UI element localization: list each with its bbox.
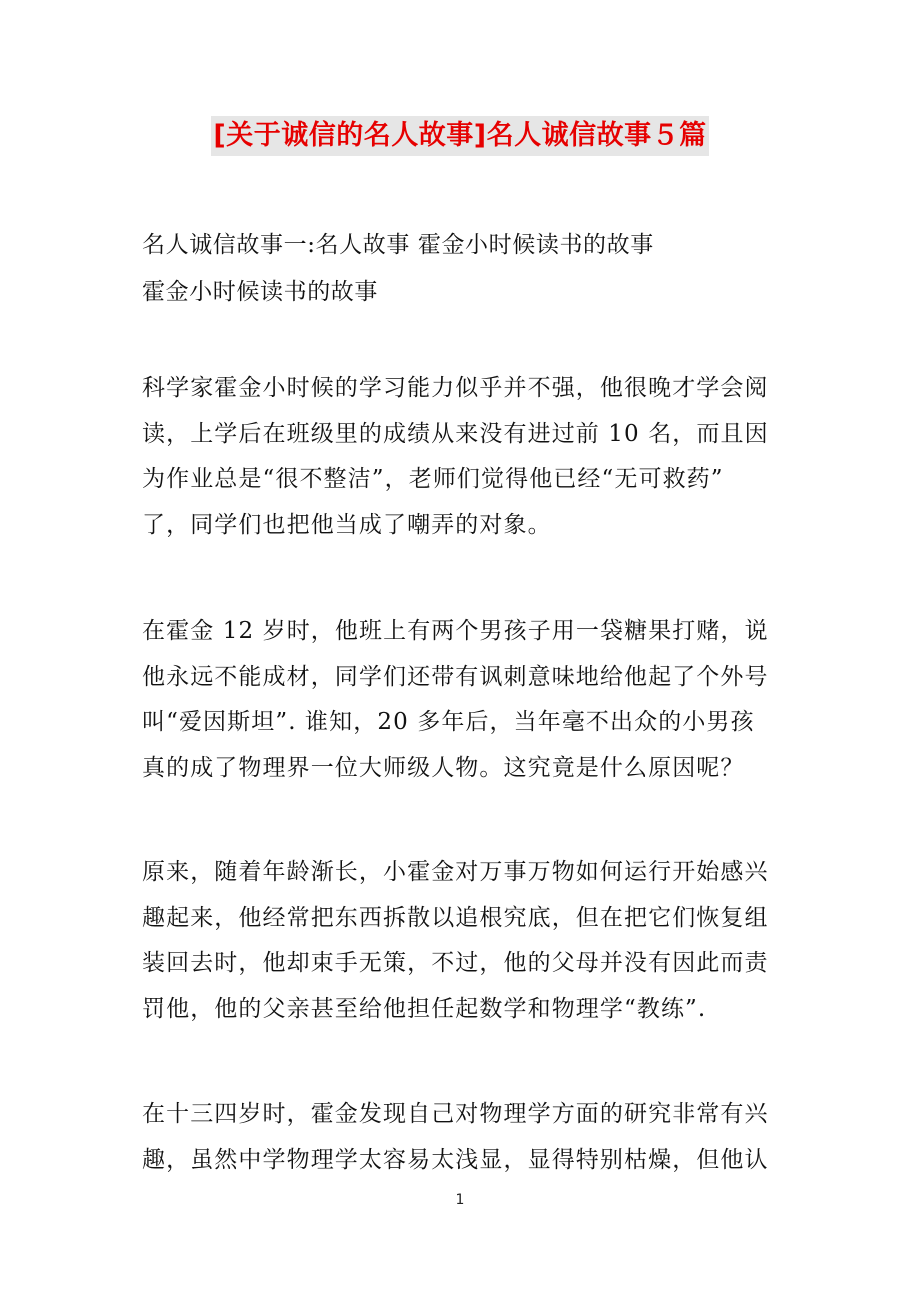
text-line: 科学家霍金小时候的学习能力似乎并不强，他很晚才学会阅 [142, 375, 769, 401]
story-subtitle: 霍金小时候读书的故事 [142, 279, 378, 305]
story-heading: 名人诚信故事一:名人故事 霍金小时候读书的故事 [142, 232, 654, 258]
paragraph-1 [142, 366, 782, 548]
text-line: 为作业总是“很不整洁”，老师们觉得他已经“无可救药” [142, 466, 724, 493]
text-line: 了，同学们也把他当成了嘲弄的对象。 [142, 511, 552, 538]
text-line: 在霍金 12 岁时，他班上有两个男孩子用一袋糖果打赌，说 [142, 618, 769, 644]
text-line: 真的成了物理界一位大师级人物。这究竟是什么原因呢？ [142, 754, 745, 781]
title-text: [关于诚信的名人故事]名人诚信故事５篇 [211, 116, 708, 156]
text-line: 读，上学后在班级里的成绩从来没有进过前 10 名，而且因 [142, 420, 769, 447]
text-line: 在十三四岁时，霍金发现自己对物理学方面的研究非常有兴 [142, 1101, 769, 1127]
text-line: 罚他，他的父亲甚至给他担任起数学和物理学“教练”. [142, 995, 707, 1022]
text-line: 他永远不能成材，同学们还带有讽刺意味地给他起了个外号 [142, 663, 769, 690]
paragraph-3 [142, 850, 782, 1032]
text-line: 趣，虽然中学物理学太容易太浅显，显得特别枯燥，但他认 [142, 1146, 769, 1173]
document-title [0, 116, 920, 156]
text-line: 趣起来，他经常把东西拆散以追根究底，但在把它们恢复组 [142, 904, 769, 931]
page-number: 1 [455, 1192, 465, 1208]
text-line: 叫“爱因斯坦”. 谁知，20 多年后，当年毫不出众的小男孩 [142, 709, 755, 736]
paragraph-2 [142, 609, 782, 791]
paragraph-4 [142, 1092, 782, 1183]
text-line: 原来，随着年龄渐长，小霍金对万事万物如何运行开始感兴 [142, 859, 769, 885]
text-line: 装回去时，他却束手无策，不过，他的父母并没有因此而责 [142, 950, 769, 977]
